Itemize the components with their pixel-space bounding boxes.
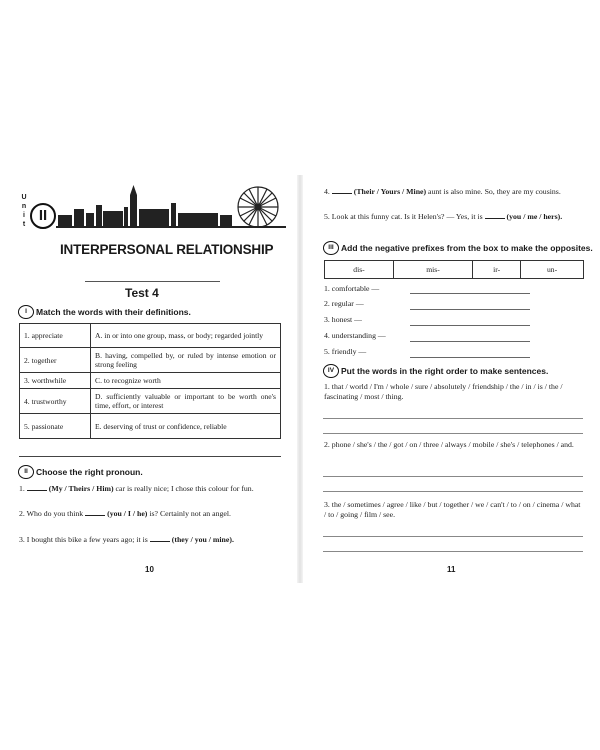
exercise-instruction: Put the words in the right order to make sentences. bbox=[341, 366, 549, 376]
page-number: 11 bbox=[447, 565, 456, 574]
item-text: 5. Look at this funny cat. Is it Helen's? — Yes, it is bbox=[324, 212, 485, 221]
item-options: (you / I / he) bbox=[107, 509, 148, 518]
exercise-item bbox=[19, 534, 281, 545]
london-skyline-illustration bbox=[56, 185, 286, 237]
blank-space[interactable] bbox=[332, 186, 352, 194]
answer-line[interactable] bbox=[410, 293, 530, 294]
definition-cell: C. to recognize worth bbox=[91, 373, 281, 389]
word-item: 4. understanding — bbox=[324, 331, 386, 340]
item-text: 4. bbox=[324, 187, 332, 196]
write-line[interactable] bbox=[323, 433, 583, 434]
item-options: (they / you / mine). bbox=[171, 535, 234, 544]
write-line[interactable] bbox=[323, 476, 583, 477]
test-title: Test 4 bbox=[125, 286, 159, 300]
word-item: 2. regular — bbox=[324, 299, 364, 308]
table-row bbox=[20, 373, 281, 389]
item-options: (My / Theirs / Him) bbox=[48, 484, 114, 493]
exercise-item bbox=[19, 483, 281, 494]
table-row bbox=[20, 324, 281, 348]
exercise-item bbox=[324, 211, 584, 222]
exercise-number-badge: III bbox=[323, 241, 339, 255]
write-line[interactable] bbox=[323, 491, 583, 492]
table-row bbox=[325, 261, 584, 279]
unit-number: II bbox=[30, 203, 56, 229]
item-text: car is really nice; I chose this colour for fun. bbox=[113, 484, 254, 493]
exercise-number-badge: I bbox=[18, 305, 34, 319]
item-text: is? Certainly not an angel. bbox=[147, 509, 231, 518]
word-cell: 5. passionate bbox=[20, 414, 91, 439]
exercise-3-heading bbox=[323, 241, 593, 255]
exercise-4-heading bbox=[323, 364, 548, 378]
prefix-cell: mis- bbox=[393, 261, 472, 279]
item-text: 3. I bought this bike a few years ago; it is bbox=[19, 535, 150, 544]
prefix-cell: dis- bbox=[325, 261, 394, 279]
title-divider bbox=[85, 281, 220, 282]
page-number: 10 bbox=[145, 565, 154, 574]
blank-space[interactable] bbox=[27, 483, 47, 491]
word-cell: 3. worthwhile bbox=[20, 373, 91, 389]
exercise-number-badge: II bbox=[18, 465, 34, 479]
item-text: 1. bbox=[19, 484, 27, 493]
write-line[interactable] bbox=[323, 551, 583, 552]
item-options: (Their / Yours / Mine) bbox=[353, 187, 427, 196]
definition-cell: E. deserving of trust or confidence, reliable bbox=[91, 414, 281, 439]
exercise-item bbox=[324, 186, 584, 197]
unit-letter: n bbox=[21, 203, 27, 210]
table-row bbox=[20, 414, 281, 439]
word-cell: 4. trustworthy bbox=[20, 389, 91, 414]
definition-cell: D. sufficiently valuable or important to be worth one's time, effort, or interest bbox=[91, 389, 281, 414]
unit-vertical-label bbox=[20, 193, 28, 229]
answer-line[interactable] bbox=[410, 341, 530, 342]
item-text: 2. Who do you think bbox=[19, 509, 86, 518]
blank-space[interactable] bbox=[485, 211, 505, 219]
word-cell: 1. appreciate bbox=[20, 324, 91, 348]
exercise-instruction: Add the negative prefixes from the box to make the opposites. bbox=[341, 243, 593, 253]
unit-letter: i bbox=[23, 212, 25, 219]
answer-line bbox=[19, 456, 281, 457]
exercise-item: 1. that / world / I'm / whole / sure / absolutely / friendship / the / in / is / the / fascinating / most / thing. bbox=[324, 382, 563, 401]
unit-letter: U bbox=[21, 194, 27, 201]
unit-header bbox=[18, 185, 284, 245]
write-line[interactable] bbox=[323, 418, 583, 419]
exercise-item: 2. phone / she's / the / got / on / three / always / mobile / she's / telephones / and. bbox=[324, 440, 574, 449]
book-gutter bbox=[297, 175, 303, 583]
exercise-instruction: Choose the right pronoun. bbox=[36, 467, 143, 477]
blank-space[interactable] bbox=[150, 534, 170, 542]
word-item: 5. friendly — bbox=[324, 347, 367, 356]
item-text: aunt is also mine. So, they are my cousins. bbox=[426, 187, 561, 196]
write-line[interactable] bbox=[323, 536, 583, 537]
answer-line[interactable] bbox=[410, 357, 530, 358]
matching-table bbox=[19, 323, 281, 439]
unit-title: INTERPERSONAL RELATIONSHIP bbox=[60, 242, 274, 257]
prefix-box bbox=[324, 260, 584, 279]
table-row bbox=[20, 348, 281, 373]
word-item: 3. honest — bbox=[324, 315, 362, 324]
definition-cell: A. in or into one group, mass, or body; regarded jointly bbox=[91, 324, 281, 348]
definition-cell: B. having, compelled by, or ruled by intense emotion or strong feeling bbox=[91, 348, 281, 373]
word-cell: 2. together bbox=[20, 348, 91, 373]
item-options: (you / me / hers). bbox=[506, 212, 563, 221]
answer-line[interactable] bbox=[410, 309, 530, 310]
exercise-2-heading bbox=[18, 465, 143, 479]
word-item: 1. comfortable — bbox=[324, 284, 380, 293]
prefix-cell: un- bbox=[521, 261, 584, 279]
exercise-item bbox=[19, 508, 281, 519]
exercise-item: 3. the / sometimes / agree / like / but / together / we / can't / to / on / cinema / what / to / going / film / see. bbox=[324, 500, 581, 519]
answer-line[interactable] bbox=[410, 325, 530, 326]
exercise-1-heading bbox=[18, 305, 191, 319]
table-row bbox=[20, 389, 281, 414]
unit-letter: t bbox=[22, 221, 26, 228]
exercise-instruction: Match the words with their definitions. bbox=[36, 307, 191, 317]
exercise-number-badge: IV bbox=[323, 364, 339, 378]
blank-space[interactable] bbox=[85, 508, 105, 516]
prefix-cell: ir- bbox=[473, 261, 521, 279]
